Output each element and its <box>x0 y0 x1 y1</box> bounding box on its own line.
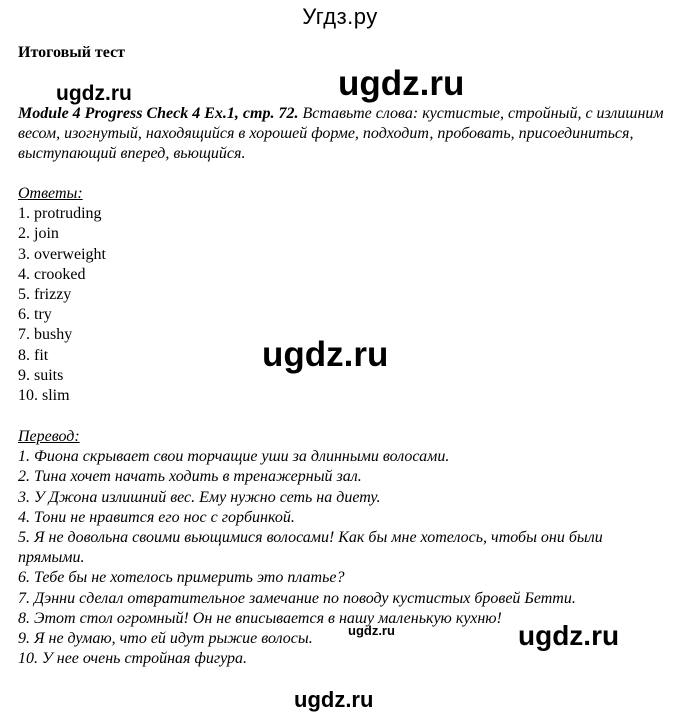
translation-item: 5. Я не довольна своими вьющимися волосами! Как бы мне хотелось, чтобы они были прямыми. <box>18 529 603 567</box>
watermark-inline-small: ugdz.ru <box>348 623 395 638</box>
answer-item: 8. fit <box>18 346 49 364</box>
translation-label: Перевод: <box>18 428 80 445</box>
translation-item: 10. У нее очень стройная фигура. <box>18 650 247 668</box>
translation-item: 9. Я не думаю, что ей идут рыжие волосы. <box>18 630 313 648</box>
translation-item: 7. Дэнни сделал отвратительное замечание по поводу кустистых бровей Бетти. <box>18 589 576 607</box>
answer-item: 3. overweight <box>18 245 106 263</box>
test-heading: Итоговый тест <box>18 44 126 61</box>
answer-item: 7. bushy <box>18 326 73 344</box>
answer-item: 6. try <box>18 306 52 324</box>
site-title: Угдз.ру <box>302 4 378 29</box>
answers-label: Ответы: <box>18 185 83 202</box>
task-description <box>18 104 668 164</box>
watermark-bottom-center: ugdz.ru <box>294 687 374 712</box>
answer-item: 5. frizzy <box>18 286 72 304</box>
answer-item: 1. protruding <box>18 205 102 223</box>
task-reference: Module 4 Progress Check 4 Ex.1, стр. 72. <box>18 105 299 122</box>
answer-item: 2. join <box>18 225 59 243</box>
translation-item: 6. Тебе бы не хотелось примерить это платье? <box>18 569 345 587</box>
translation-item: 8. Этот стол огромный! Он не вписывается в нашу маленькую кухню! <box>18 609 502 627</box>
watermark-big-top: ugdz.ru <box>338 64 465 103</box>
translation-item: 4. Тони не нравится его нос с горбинкой. <box>18 508 295 526</box>
translation-item: 2. Тина хочет начать ходить в тренажерный зал. <box>18 468 362 486</box>
answer-item: 4. crooked <box>18 265 86 283</box>
answer-item: 10. slim <box>18 387 70 405</box>
answer-item: 9. suits <box>18 366 64 384</box>
watermark-bottom-right: ugdz.ru <box>518 620 620 651</box>
watermark-small-top-left: ugdz.ru <box>56 82 132 105</box>
translation-item: 1. Фиона скрывает свои торчащие уши за длинными волосами. <box>18 448 450 466</box>
task-text: Вставьте слова: кустистые, стройный, с излишним весом, изогнутый, находящийся в хорошей форме, подходит, пробовать, присоединиться, выступающий вперед, вьющийся. <box>18 105 664 162</box>
translation-item: 3. У Джона излишний вес. Ему нужно сеть на диету. <box>18 488 381 506</box>
watermark-big-middle: ugdz.ru <box>262 335 389 374</box>
